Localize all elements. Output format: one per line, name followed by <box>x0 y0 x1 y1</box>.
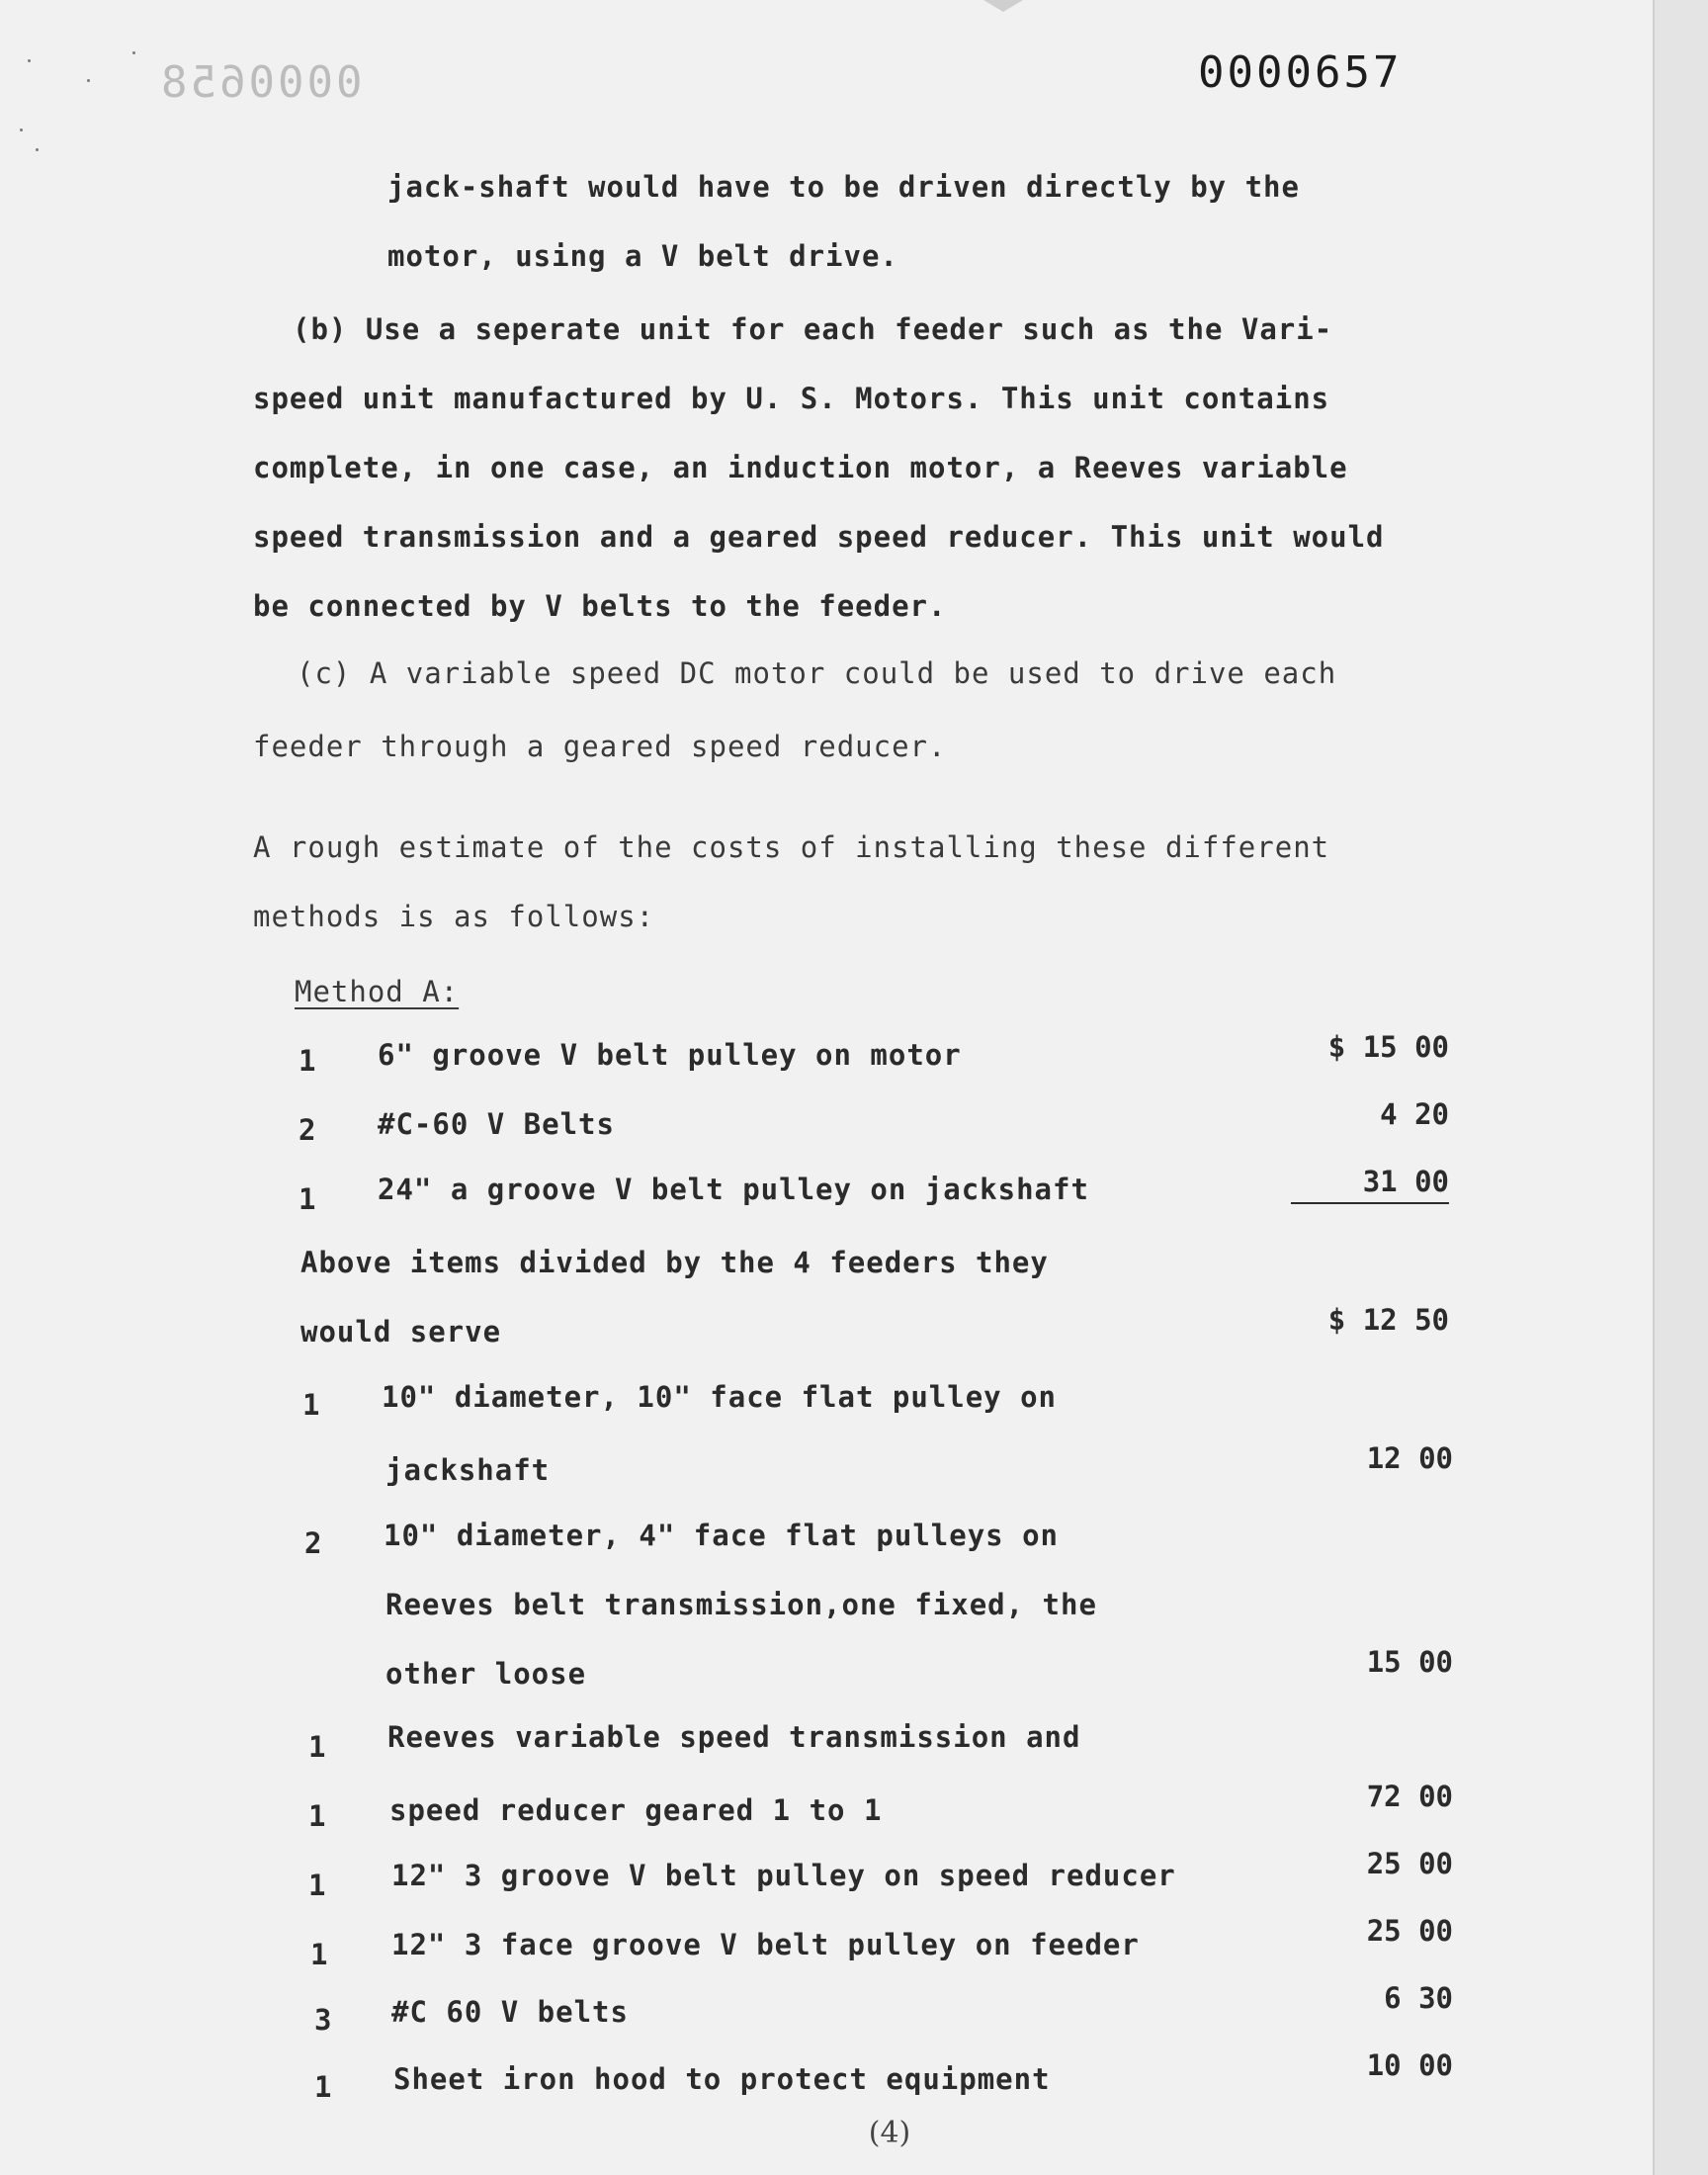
item-qty: 1 <box>308 1869 326 1902</box>
item-qty: 1 <box>314 2070 332 2104</box>
body-line: complete, in one case, an induction motor, a Reeves variable <box>253 451 1348 484</box>
body-line: motor, using a V belt drive. <box>387 239 898 273</box>
item-qty: 1 <box>310 1938 328 1971</box>
item-description: Sheet iron hood to protect equipment <box>393 2062 1051 2096</box>
item-amount-subtotal: 31 00 <box>1291 1165 1449 1204</box>
item-description: 10" diameter, 10" face flat pulley on <box>382 1380 1058 1414</box>
item-description: Reeves belt transmission,one fixed, the <box>385 1588 1097 1621</box>
item-description: 12" 3 groove V belt pulley on speed reducer <box>391 1859 1176 1892</box>
item-description: 6" groove V belt pulley on motor <box>378 1038 962 1072</box>
body-line: (c) A variable speed DC motor could be used to drive each <box>297 656 1337 690</box>
item-description: speed reducer geared 1 to 1 <box>389 1793 883 1827</box>
item-description: Reeves variable speed transmission and <box>387 1720 1081 1754</box>
item-description: jackshaft <box>385 1453 551 1487</box>
item-amount: 10 00 <box>1366 2048 1453 2082</box>
item-amount: 25 00 <box>1366 1847 1453 1880</box>
body-line: feeder through a geared speed reducer. <box>253 730 947 763</box>
item-qty: 1 <box>302 1388 320 1422</box>
item-amount: $ 12 50 <box>1327 1303 1449 1337</box>
item-qty: 1 <box>299 1182 316 1216</box>
item-qty: 2 <box>299 1113 316 1147</box>
body-line: speed unit manufactured by U. S. Motors. This unit contains <box>253 382 1330 415</box>
item-amount: $ 15 00 <box>1327 1030 1449 1064</box>
item-description: 24" a groove V belt pulley on jackshaft <box>378 1173 1089 1206</box>
item-amount: 72 00 <box>1366 1780 1453 1813</box>
body-line: be connected by V belts to the feeder. <box>253 589 947 623</box>
method-heading: Method A: <box>295 975 460 1008</box>
item-amount: 6 30 <box>1384 1981 1453 2015</box>
body-line: (b) Use a seperate unit for each feeder such as the Vari- <box>293 312 1333 346</box>
item-amount: 4 20 <box>1380 1097 1449 1131</box>
item-amount: 12 00 <box>1366 1441 1453 1475</box>
item-description: 10" diameter, 4" face flat pulleys on <box>384 1519 1060 1552</box>
item-description: Above items divided by the 4 feeders they <box>300 1246 1049 1279</box>
item-description: #C 60 V belts <box>391 1995 629 2029</box>
item-description: #C-60 V Belts <box>378 1107 615 1141</box>
body-line: jack-shaft would have to be driven directly by the <box>387 170 1300 204</box>
scan-background <box>1655 0 1708 2175</box>
item-description: 12" 3 face groove V belt pulley on feeder <box>391 1928 1140 1961</box>
scan-speck <box>36 148 39 151</box>
item-qty: 3 <box>314 2003 332 2037</box>
item-qty: 1 <box>308 1799 326 1833</box>
page-stamp-number: 0000657 <box>1198 47 1403 98</box>
item-description: would serve <box>300 1315 502 1348</box>
body-line: methods is as follows: <box>253 900 655 933</box>
body-line: speed transmission and a geared speed reducer. This unit would <box>253 520 1385 554</box>
ghost-stamp-number: 0000658 <box>158 57 363 108</box>
scan-speck <box>132 51 135 54</box>
scan-speck <box>28 59 31 62</box>
body-line: A rough estimate of the costs of installing these different <box>253 830 1330 864</box>
scan-speck <box>20 129 23 131</box>
scan-speck <box>87 79 90 82</box>
page-fold-mark <box>983 0 1023 12</box>
item-amount: 25 00 <box>1366 1914 1453 1948</box>
item-description: other loose <box>385 1657 587 1691</box>
item-qty: 1 <box>308 1730 326 1764</box>
item-amount: 15 00 <box>1366 1645 1453 1679</box>
item-qty: 1 <box>299 1044 316 1078</box>
item-qty: 2 <box>304 1526 322 1560</box>
page-footer-number: (4) <box>868 2116 911 2150</box>
